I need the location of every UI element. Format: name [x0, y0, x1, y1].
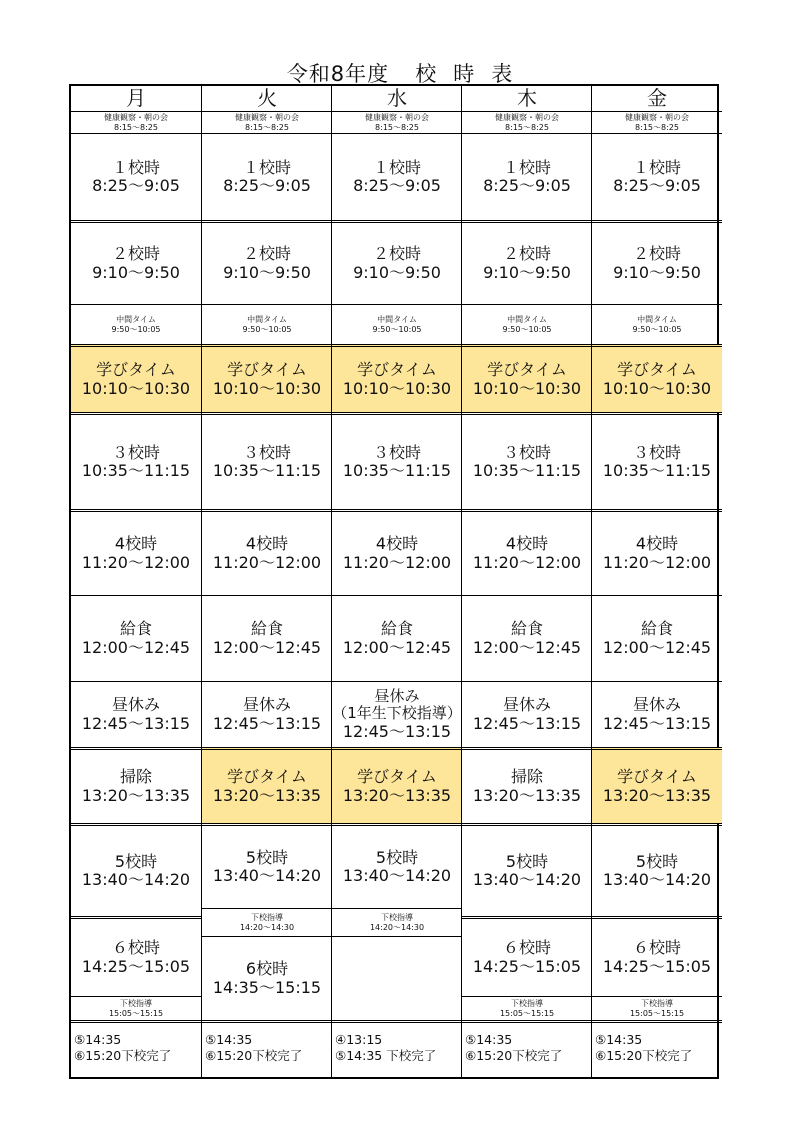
cell-time: 12:00～12:45 — [212, 637, 322, 657]
chukan-time-cell — [71, 304, 201, 344]
chukan-time-cell — [462, 304, 592, 344]
cell-label: 4校時 — [114, 534, 158, 554]
period-2-cell — [462, 220, 592, 304]
cell-time: 12:00～12:45 — [472, 637, 582, 657]
footer-note-cell — [71, 1020, 201, 1077]
cell-label: 掃除 — [119, 767, 152, 787]
period-5-cell — [592, 823, 722, 916]
cell-label: 学びタイム — [617, 767, 697, 787]
cell-label: 学びタイム — [227, 360, 307, 380]
period-5-cell — [332, 823, 462, 908]
period-3-cell — [202, 412, 332, 509]
cell-label: 学びタイム — [357, 767, 437, 787]
cell-time: 8:15～8:25 — [505, 122, 549, 132]
cell-time: 10:10～10:30 — [342, 378, 452, 398]
title-char: 時 — [453, 62, 476, 86]
period-4-cell — [592, 509, 722, 595]
cell-label: ３校時 — [111, 442, 160, 462]
cell-label: ２校時 — [632, 244, 681, 264]
cell-label: 中間タイム — [377, 314, 417, 324]
day-column-mon — [71, 86, 201, 1077]
footer-line: ⑥15:20下校完了 — [74, 1047, 172, 1063]
cell-label: 下校指導 — [251, 912, 283, 922]
cell-label: 5校時 — [114, 851, 158, 871]
period-2-cell — [71, 220, 201, 304]
cell-time: 9:10～9:50 — [613, 262, 701, 282]
footer-note-cell — [592, 1020, 722, 1077]
cell-label: 昼休み — [374, 687, 420, 706]
cell-label: 学びタイム — [487, 360, 567, 380]
cell-label: １校時 — [372, 157, 421, 177]
cell-time: 14:25～15:05 — [602, 956, 712, 976]
title-year: 令和8年度 — [286, 62, 390, 86]
day-column-tue — [201, 86, 332, 1077]
period-1-cell — [462, 133, 592, 220]
footer-line: ⑤14:35 — [595, 1032, 643, 1047]
cell-label: 健康観察・朝の会 — [235, 112, 299, 122]
cell-label: 学びタイム — [227, 767, 307, 787]
cell-time: 9:10～9:50 — [483, 262, 571, 282]
cell-label: 6校時 — [245, 959, 289, 979]
lunch-cell — [202, 595, 332, 681]
cell-time: 9:50～10:05 — [242, 324, 292, 334]
afternoon-cell — [592, 747, 722, 823]
cell-label: 給食 — [380, 619, 413, 639]
cell-label: 下校指導 — [511, 998, 543, 1008]
cell-label: 給食 — [510, 619, 543, 639]
cell-time: 14:20～14:30 — [369, 922, 425, 932]
cell-label: 昼休み — [111, 695, 160, 715]
period-3-cell — [332, 412, 462, 509]
period-4-cell — [202, 509, 332, 595]
cell-time: 11:20～12:00 — [472, 552, 582, 572]
lunch-cell — [71, 595, 201, 681]
cell-label: 学びタイム — [617, 360, 697, 380]
period-4-cell — [462, 509, 592, 595]
cell-time: 9:10～9:50 — [223, 262, 311, 282]
cell-label: 中間タイム — [116, 314, 156, 324]
cell-label: ２校時 — [502, 244, 551, 264]
period-5-cell — [71, 823, 201, 916]
period-3-cell — [462, 412, 592, 509]
lunch-cell — [462, 595, 592, 681]
cell-label: 中間タイム — [637, 314, 677, 324]
cell-time: 12:00～12:45 — [81, 637, 191, 657]
morning-cell — [202, 111, 332, 133]
day-header: 火 — [257, 86, 277, 110]
footer-note-cell — [202, 1020, 332, 1077]
cell-time: 12:45～13:15 — [81, 713, 191, 733]
cell-time: 13:40～14:20 — [212, 866, 322, 885]
cell-label: １校時 — [111, 157, 160, 177]
cell-label: 中間タイム — [507, 314, 547, 324]
cell-time: 9:50～10:05 — [632, 324, 682, 334]
cell-label: ２校時 — [111, 244, 160, 264]
footer-line: ⑤14:35 — [74, 1032, 122, 1047]
manabi-time-cell — [71, 344, 201, 412]
chukan-time-cell — [332, 304, 462, 344]
dismissal-guidance-cell — [462, 996, 592, 1020]
timetable — [69, 84, 719, 1079]
cell-time: 9:50～10:05 — [372, 324, 422, 334]
cell-label: 昼休み — [242, 695, 291, 715]
cell-time: 9:50～10:05 — [111, 324, 161, 334]
cell-label: ３校時 — [502, 442, 551, 462]
cell-time: 13:20～13:35 — [602, 785, 712, 805]
cell-time: 10:35～11:15 — [342, 461, 452, 480]
cell-time: 8:25～9:05 — [613, 176, 701, 195]
period-4-cell — [71, 509, 201, 595]
cell-label: 給食 — [119, 619, 152, 639]
cell-time: 8:25～9:05 — [92, 176, 180, 195]
manabi-time-cell — [202, 344, 332, 412]
cell-label: ２校時 — [372, 244, 421, 264]
period-2-cell — [332, 220, 462, 304]
cell-time: 8:25～9:05 — [353, 176, 441, 195]
cell-label: 昼休み — [502, 695, 551, 715]
cell-time: 15:05～15:15 — [499, 1008, 555, 1018]
cell-time: 8:15～8:25 — [635, 122, 679, 132]
dismissal-guidance-cell — [332, 908, 462, 936]
cell-time: 8:15～8:25 — [375, 122, 419, 132]
cell-time: 13:20～13:35 — [472, 785, 582, 805]
manabi-time-cell — [332, 344, 462, 412]
afternoon-cell — [332, 747, 462, 823]
cell-time: 13:40～14:20 — [81, 870, 191, 889]
cell-time: 8:25～9:05 — [223, 176, 311, 195]
cell-time: 12:45～13:15 — [212, 713, 322, 733]
day-header: 月 — [126, 86, 146, 110]
cell-time: 14:25～15:05 — [81, 956, 191, 976]
cell-time: 10:35～11:15 — [81, 461, 191, 480]
footer-line: ⑥15:20下校完了 — [205, 1047, 303, 1063]
cell-label: 4校時 — [505, 534, 549, 554]
afternoon-cell — [462, 747, 592, 823]
cell-time: 12:45～13:15 — [472, 713, 582, 733]
cell-label: ３校時 — [372, 442, 421, 462]
lunch-cell — [332, 595, 462, 681]
cell-label: 5校時 — [375, 847, 419, 867]
cell-time: 13:20～13:35 — [342, 785, 452, 805]
period-6-cell — [71, 916, 201, 996]
cell-label: ３校時 — [632, 442, 681, 462]
morning-cell — [71, 111, 201, 133]
cell-time: 11:20～12:00 — [342, 552, 452, 572]
cell-time: 13:20～13:35 — [81, 785, 191, 805]
cell-label: 中間タイム — [247, 314, 287, 324]
lunch-break-cell — [332, 681, 462, 747]
cell-label: 下校指導 — [641, 998, 673, 1008]
period-3-cell — [592, 412, 722, 509]
cell-time: 10:35～11:15 — [212, 461, 322, 480]
cell-time: 9:50～10:05 — [502, 324, 552, 334]
period-6-cell — [202, 936, 332, 1020]
cell-label: 5校時 — [245, 847, 289, 867]
chukan-time-cell — [202, 304, 332, 344]
dismissal-guidance-cell — [592, 996, 722, 1020]
lunch-break-cell — [592, 681, 722, 747]
cell-time: 12:45～13:15 — [602, 713, 712, 733]
cell-label: 健康観察・朝の会 — [104, 112, 168, 122]
cell-time: 11:20～12:00 — [81, 552, 191, 572]
cell-label: 学びタイム — [357, 360, 437, 380]
cell-time: 14:35～15:15 — [212, 977, 322, 997]
cell-label: 健康観察・朝の会 — [365, 112, 429, 122]
cell-label: 健康観察・朝の会 — [625, 112, 689, 122]
day-header: 水 — [387, 86, 407, 110]
cell-time: 11:20～12:00 — [602, 552, 712, 572]
manabi-time-cell — [592, 344, 722, 412]
period-2-cell — [592, 220, 722, 304]
cell-time: 10:35～11:15 — [602, 461, 712, 480]
cell-label: 4校時 — [635, 534, 679, 554]
chukan-time-cell — [592, 304, 722, 344]
cell-label: 4校時 — [245, 534, 289, 554]
cell-time: 11:20～12:00 — [212, 552, 322, 572]
cell-time: 14:20～14:30 — [239, 922, 295, 932]
footer-line: ⑤14:35 — [205, 1032, 253, 1047]
cell-time: 9:10～9:50 — [92, 262, 180, 282]
cell-time: 10:10～10:30 — [602, 378, 712, 398]
lunch-break-cell — [202, 681, 332, 747]
cell-time: 15:05～15:15 — [108, 1008, 164, 1018]
cell-time: 13:40～14:20 — [472, 870, 582, 889]
cell-label: 下校指導 — [120, 998, 152, 1008]
day-column-fri — [591, 86, 722, 1077]
day-header: 金 — [647, 86, 667, 110]
cell-note: （1年生下校指導） — [332, 704, 462, 723]
morning-cell — [462, 111, 592, 133]
cell-label: 給食 — [640, 619, 673, 639]
cell-time: 12:00～12:45 — [342, 637, 452, 657]
cell-time: 12:00～12:45 — [602, 637, 712, 657]
day-column-wed — [331, 86, 462, 1077]
cell-time: 13:40～14:20 — [342, 866, 452, 885]
cell-time: 10:10～10:30 — [81, 378, 191, 398]
lunch-break-cell — [71, 681, 201, 747]
cell-time: 10:10～10:30 — [472, 378, 582, 398]
period-2-cell — [202, 220, 332, 304]
footer-line: ④13:15 — [335, 1032, 383, 1047]
period-1-cell — [332, 133, 462, 220]
cell-label: 健康観察・朝の会 — [495, 112, 559, 122]
period-4-cell — [332, 509, 462, 595]
afternoon-cell — [71, 747, 201, 823]
period-6-cell — [592, 916, 722, 996]
cell-label: ６校時 — [111, 938, 160, 958]
cell-label: 給食 — [250, 619, 283, 639]
footer-line: ⑥15:20下校完了 — [465, 1047, 563, 1063]
cell-label: ６校時 — [502, 938, 551, 958]
morning-cell — [592, 111, 722, 133]
cell-label: ６校時 — [632, 938, 681, 958]
day-column-thu — [461, 86, 592, 1077]
afternoon-cell — [202, 747, 332, 823]
cell-label: 下校指導 — [381, 912, 413, 922]
dismissal-guidance-cell — [71, 996, 201, 1020]
footer-line: ⑥15:20下校完了 — [595, 1047, 693, 1063]
cell-time: 10:10～10:30 — [212, 378, 322, 398]
period-1-cell — [202, 133, 332, 220]
cell-label: 掃除 — [510, 767, 543, 787]
period-1-cell — [71, 133, 201, 220]
period-1-cell — [592, 133, 722, 220]
cell-label: １校時 — [242, 157, 291, 177]
cell-label: 学びタイム — [96, 360, 176, 380]
morning-cell — [332, 111, 462, 133]
lunch-break-cell — [462, 681, 592, 747]
cell-time: 13:40～14:20 — [602, 870, 712, 889]
footer-note-cell — [332, 1020, 462, 1077]
lunch-cell — [592, 595, 722, 681]
cell-time: 12:45～13:15 — [342, 721, 452, 741]
cell-label: 4校時 — [375, 534, 419, 554]
footer-note-cell — [462, 1020, 592, 1077]
day-header: 木 — [517, 86, 537, 110]
footer-line: ⑤14:35 下校完了 — [335, 1047, 437, 1063]
cell-time: 10:35～11:15 — [472, 461, 582, 480]
cell-time: 14:25～15:05 — [472, 956, 582, 976]
cell-time: 8:25～9:05 — [483, 176, 571, 195]
cell-time: 13:20～13:35 — [212, 785, 322, 805]
footer-line: ⑤14:35 — [465, 1032, 513, 1047]
period-5-cell — [202, 823, 332, 908]
manabi-time-cell — [462, 344, 592, 412]
cell-label: ３校時 — [242, 442, 291, 462]
period-3-cell — [71, 412, 201, 509]
cell-label: ２校時 — [242, 244, 291, 264]
period-6-cell — [462, 916, 592, 996]
period-5-cell — [462, 823, 592, 916]
dismissal-guidance-cell — [202, 908, 332, 936]
cell-time: 8:15～8:25 — [245, 122, 289, 132]
title-char: 表 — [491, 62, 514, 86]
cell-label: 5校時 — [505, 851, 549, 871]
cell-label: 昼休み — [632, 695, 681, 715]
cell-time: 15:05～15:15 — [629, 1008, 685, 1018]
title-char: 校 — [415, 62, 438, 86]
cell-label: １校時 — [632, 157, 681, 177]
cell-label: 5校時 — [635, 851, 679, 871]
cell-time: 9:10～9:50 — [353, 262, 441, 282]
empty-cell — [332, 936, 462, 1020]
cell-time: 8:15～8:25 — [114, 122, 158, 132]
cell-label: １校時 — [502, 157, 551, 177]
